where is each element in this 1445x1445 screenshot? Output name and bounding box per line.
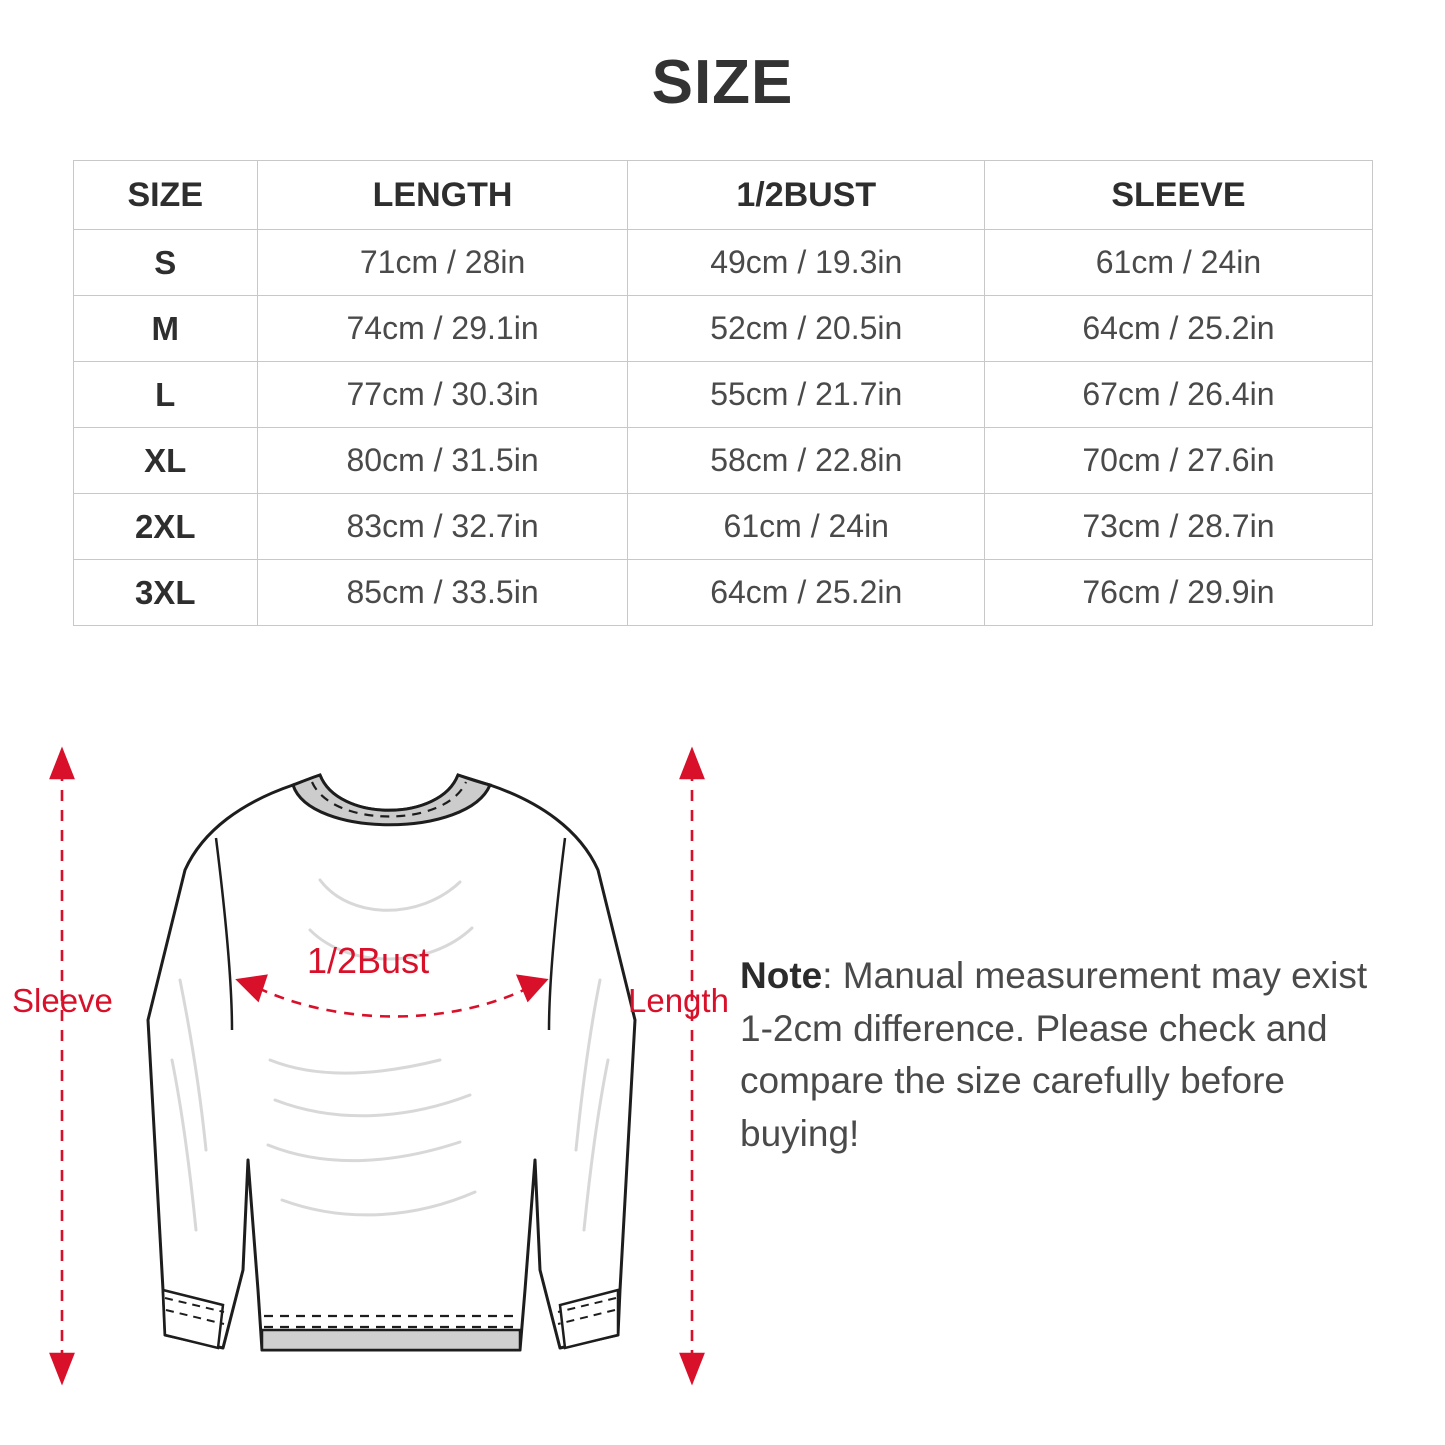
table-header-row [73,161,1372,230]
shirt-illustration [20,730,760,1430]
cell-bust: 52cm / 20.5in [628,296,985,362]
table-row [73,362,1372,428]
cell-sleeve: 67cm / 26.4in [985,362,1372,428]
cell-size: XL [73,428,257,494]
cell-sleeve: 70cm / 27.6in [985,428,1372,494]
cell-sleeve: 73cm / 28.7in [985,494,1372,560]
cell-length: 74cm / 29.1in [257,296,627,362]
page-title: SIZE [651,48,794,117]
note-prefix: Note [740,955,823,996]
cell-sleeve: 64cm / 25.2in [985,296,1372,362]
measurement-diagram [0,720,1445,1445]
table-row [73,560,1372,626]
cell-length: 71cm / 28in [257,230,627,296]
table-row [73,428,1372,494]
note-text: : Manual measurement may exist 1-2cm difference. Please check and compare the size carefully before buying! [740,955,1368,1154]
bust-measure-label: 1/2Bust [307,940,430,981]
cell-bust: 58cm / 22.8in [628,428,985,494]
cell-sleeve: 76cm / 29.9in [985,560,1372,626]
measurement-note [740,950,1400,1160]
cell-sleeve: 61cm / 24in [985,230,1372,296]
column-header-size: SIZE [73,161,257,230]
table-row [73,494,1372,560]
cell-size: 2XL [73,494,257,560]
table-row [73,296,1372,362]
cell-size: 3XL [73,560,257,626]
cell-length: 83cm / 32.7in [257,494,627,560]
cell-size: M [73,296,257,362]
cell-length: 85cm / 33.5in [257,560,627,626]
cell-bust: 55cm / 21.7in [628,362,985,428]
cell-bust: 61cm / 24in [628,494,985,560]
cell-bust: 64cm / 25.2in [628,560,985,626]
column-header-bust: 1/2BUST [628,161,985,230]
size-chart-table [73,160,1373,626]
sleeve-measure-label: Sleeve [12,982,113,1019]
cell-bust: 49cm / 19.3in [628,230,985,296]
length-measure-label: Length [628,982,729,1019]
table-row [73,230,1372,296]
cell-length: 80cm / 31.5in [257,428,627,494]
cell-size: S [73,230,257,296]
cell-length: 77cm / 30.3in [257,362,627,428]
cell-size: L [73,362,257,428]
column-header-sleeve: SLEEVE [985,161,1372,230]
column-header-length: LENGTH [257,161,627,230]
